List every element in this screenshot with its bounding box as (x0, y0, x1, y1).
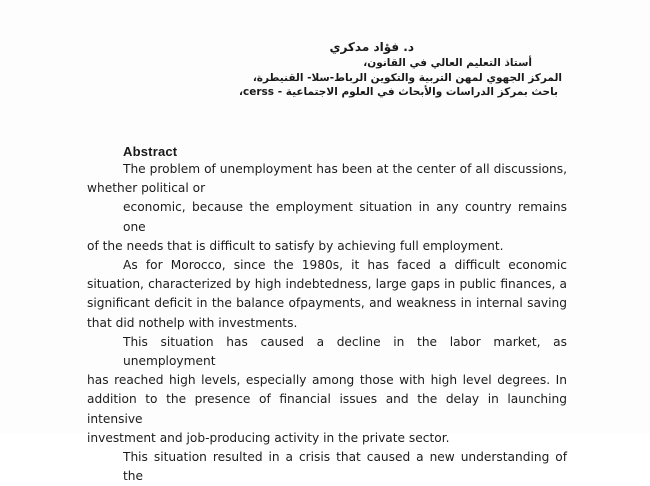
abstract-body (87, 160, 567, 486)
author-affiliation-line: المركز الجهوي لمهن التربية والتكوين الرباط-سلا- القنيطرة، (252, 71, 562, 84)
abstract-line: This situation has caused a decline in the labor market, as unemployment (123, 334, 567, 369)
abstract-line: situation, characterized by high indebtedness, large gaps in public finances, a (87, 277, 567, 292)
abstract-line: The problem of unemployment has been at the center of all discussions, (123, 162, 567, 176)
abstract-line: As for Morocco, since the 1980s, it has faced a difficult economic (123, 258, 567, 273)
abstract-line: economic, because the employment situation in any country remains one (123, 200, 567, 234)
abstract-line: This situation resulted in a crisis that caused a new understanding of the (123, 450, 567, 484)
abstract-line: has reached high levels, especially among those with high level degrees. In (87, 373, 567, 388)
author-affiliation-line: أستاذ التعليم العالي في القانون، (363, 57, 532, 69)
author-block (42, 40, 562, 100)
abstract-line: of the needs that is difficult to satisfy by achieving full employment. (87, 238, 504, 253)
abstract-heading: Abstract (123, 144, 178, 159)
abstract-line: addition to the presence of financial issues and the delay in launching intensive (87, 392, 567, 426)
abstract-line: whether political or (87, 181, 206, 196)
abstract-line: investment and job-producing activity in the private sector. (87, 430, 450, 445)
author-name: د. فؤاد مدكري (329, 40, 414, 54)
abstract-line: that did nothelp with investments. (87, 315, 298, 330)
author-affiliation-line: باحث بمركز الدراسات والأبحاث في العلوم الاجتماعية - cerss، (239, 86, 558, 98)
abstract-line: significant deficit in the balance ofpayments, and weakness in internal saving (87, 296, 567, 311)
